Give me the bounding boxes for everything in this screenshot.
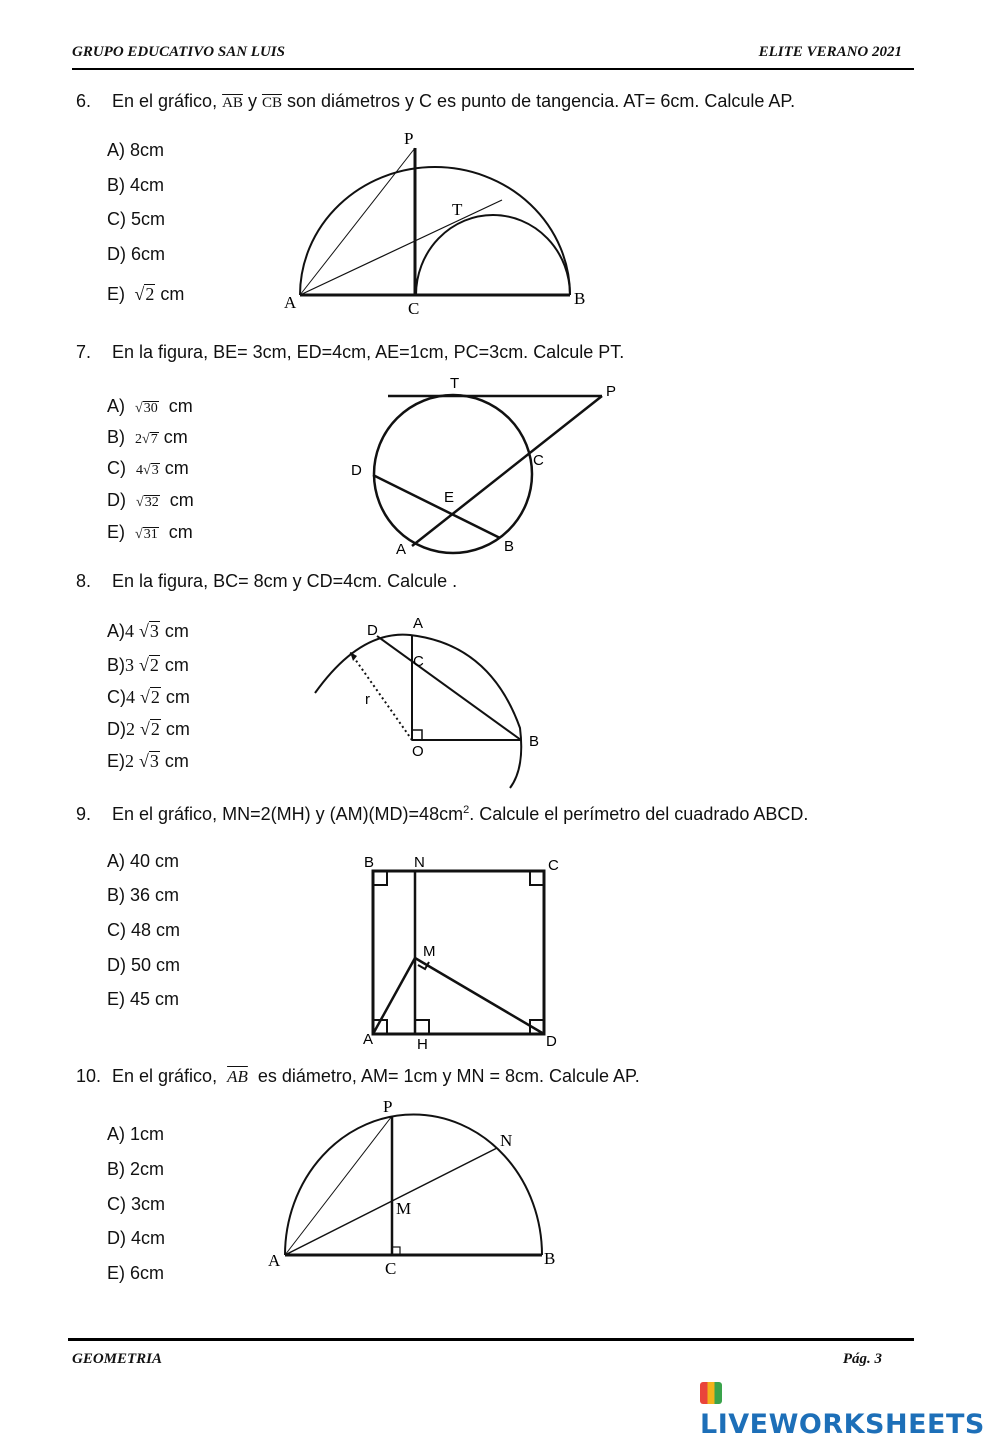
radicand: 3	[151, 463, 159, 478]
label-t: T	[450, 375, 460, 392]
unit: cm	[168, 522, 193, 542]
logo-icon	[700, 1382, 722, 1404]
option-label: E)	[107, 751, 125, 771]
question-text: En el gráfico,	[112, 91, 218, 111]
segment-am	[373, 958, 415, 1034]
right-angle-c	[530, 871, 544, 885]
segment-ap	[300, 148, 415, 295]
option-c[interactable]: C) 3cm	[107, 1194, 165, 1214]
option-e[interactable]: E) 6cm	[107, 1263, 165, 1283]
label-c: C	[548, 857, 559, 874]
unit: cm	[160, 284, 185, 304]
question-text: son diámetros y C es punto de tangencia. AT= 6cm. Calcule AP.	[287, 91, 796, 111]
figure-q8	[300, 608, 560, 793]
coefficient: 2	[135, 432, 143, 447]
segment-label: $\overline{CB}$	[261, 95, 282, 111]
coefficient: 2	[126, 719, 135, 739]
radicand: 2	[145, 284, 155, 304]
question-8	[76, 571, 457, 592]
secant-pa	[412, 396, 602, 546]
question-text: En el gráfico,	[112, 1066, 218, 1086]
page-footer	[68, 1338, 914, 1367]
option-label: E)	[107, 284, 125, 304]
option-a[interactable]: A) 40 cm	[107, 851, 180, 871]
label-c: C	[408, 299, 420, 318]
option-d[interactable]: D) 50 cm	[107, 955, 181, 975]
option-d[interactable]: D) √32 cm	[107, 490, 194, 510]
right-angle-b	[373, 871, 387, 885]
label-d: D	[351, 462, 362, 479]
unit: cm	[163, 427, 188, 447]
radicand: 7	[150, 432, 158, 447]
label-b: B	[529, 733, 540, 750]
label-m: M	[423, 943, 436, 960]
option-e[interactable]: E) 45 cm	[107, 989, 180, 1009]
label-b: B	[504, 538, 515, 555]
unit: cm	[164, 458, 189, 478]
radicand: 3	[149, 621, 159, 641]
option-e[interactable]: E) √31 cm	[107, 522, 193, 542]
label-o: O	[412, 743, 424, 760]
chord-db	[373, 475, 500, 538]
question-6	[76, 91, 795, 112]
option-label: B)	[107, 427, 125, 447]
coefficient: 2	[125, 751, 134, 771]
question-number: 8.	[76, 571, 92, 591]
segment-label: $\overline{AB}$	[222, 95, 243, 111]
option-label: C)	[107, 687, 126, 707]
label-d: D	[546, 1033, 557, 1050]
radicand: 3	[149, 751, 159, 771]
label-p: P	[404, 129, 414, 148]
unit: cm	[164, 621, 189, 641]
label-c: C	[533, 452, 544, 469]
question-number: 10.	[76, 1066, 102, 1086]
radicand: 31	[143, 527, 158, 542]
label-a: A	[413, 615, 424, 632]
question-9	[76, 804, 808, 825]
figure-q6	[270, 120, 610, 320]
page-header	[72, 42, 914, 70]
question-text: En la figura, BE= 3cm, ED=4cm, AE=1cm, PC=3cm. Calcule PT.	[112, 342, 625, 362]
unit: cm	[164, 751, 189, 771]
question-text: En el gráfico, MN=2(MH) y (AM)(MD)=48cm	[112, 804, 464, 824]
course-name: ELITE VERANO 2021	[758, 44, 902, 60]
question-number: 9.	[76, 804, 92, 824]
option-b[interactable]: B) 36 cm	[107, 885, 180, 905]
label-h: H	[417, 1036, 428, 1053]
right-angle-mark	[412, 730, 422, 740]
option-label: D)	[107, 719, 126, 739]
option-a[interactable]: A) 8cm	[107, 140, 165, 160]
label-b: B	[574, 289, 586, 308]
label-a: A	[284, 293, 297, 312]
question-text: es diámetro, AM= 1cm y MN = 8cm. Calcule AP.	[257, 1066, 640, 1086]
question-7	[76, 342, 624, 363]
liveworksheets-logo[interactable]	[700, 1378, 1000, 1440]
radicand: 2	[150, 719, 160, 739]
option-d[interactable]: D) 4cm	[107, 1228, 165, 1248]
label-r: r	[365, 691, 370, 708]
coefficient: 3	[125, 655, 134, 675]
option-a[interactable]: A) 1cm	[107, 1124, 165, 1144]
option-a[interactable]: A)4 √3 cm	[107, 621, 189, 641]
option-c[interactable]: C) 5cm	[107, 209, 165, 229]
radicand: 30	[143, 401, 158, 416]
label-e: E	[444, 489, 455, 506]
option-a[interactable]: A) √30 cm	[107, 396, 193, 416]
option-label: A)	[107, 396, 125, 416]
option-d[interactable]: D)2 √2 cm	[107, 719, 190, 739]
label-a: A	[363, 1031, 374, 1048]
radicand: 2	[149, 655, 159, 675]
logo-text: LIVEWORKSHEETS	[700, 1409, 985, 1440]
question-text: . Calcule el perímetro del cuadrado ABCD.	[469, 804, 809, 824]
figure-q10	[260, 1090, 570, 1285]
coefficient: 4	[125, 621, 134, 641]
coefficient: 4	[126, 687, 135, 707]
unit: cm	[164, 655, 189, 675]
option-b[interactable]: B) 2cm	[107, 1159, 165, 1179]
segment-md	[415, 958, 544, 1034]
unit: cm	[168, 396, 193, 416]
unit: cm	[165, 719, 190, 739]
label-a: A	[268, 1251, 281, 1270]
page-number: Pág. 3	[842, 1351, 882, 1367]
question-number: 6.	[76, 91, 92, 111]
subject-name: GEOMETRIA	[72, 1351, 163, 1367]
question-text: y	[247, 91, 257, 111]
unit: cm	[165, 687, 190, 707]
label-d: D	[367, 622, 378, 639]
label-a: A	[396, 541, 407, 558]
label-p: P	[606, 383, 617, 400]
label-c: C	[385, 1259, 397, 1278]
option-b[interactable]: B) 2√7 cm	[107, 427, 188, 447]
option-c[interactable]: C) 48 cm	[107, 920, 181, 940]
semicircle-cb	[416, 215, 570, 295]
label-b: B	[544, 1249, 556, 1268]
figure-q9	[355, 850, 575, 1055]
option-label: E)	[107, 522, 125, 542]
option-label: A)	[107, 621, 125, 641]
segment-label: $\overline{AB}$	[227, 1067, 248, 1086]
school-name: GRUPO EDUCATIVO SAN LUIS	[72, 44, 285, 60]
option-label: B)	[107, 655, 125, 675]
radicand: 2	[150, 687, 160, 707]
radicand: 32	[144, 495, 159, 510]
label-c: C	[413, 653, 424, 670]
square-abcd	[373, 871, 544, 1034]
question-text: En la figura, BC= 8cm y CD=4cm. Calcule .	[112, 571, 458, 591]
unit: cm	[169, 490, 194, 510]
option-label: C)	[107, 458, 126, 478]
label-b: B	[364, 854, 375, 871]
coefficient: 4	[136, 463, 144, 478]
question-10	[76, 1066, 640, 1087]
option-b[interactable]: B) 4cm	[107, 175, 165, 195]
option-e[interactable]: E)2 √3 cm	[107, 751, 189, 771]
right-angle-h	[415, 1020, 429, 1034]
circle	[374, 395, 532, 553]
radius-r	[350, 652, 412, 740]
option-c[interactable]: C)4 √2 cm	[107, 687, 190, 707]
option-c[interactable]: C) 4√3 cm	[107, 458, 189, 478]
label-n: N	[414, 854, 425, 871]
label-m: M	[396, 1199, 412, 1218]
option-b[interactable]: B)3 √2 cm	[107, 655, 189, 675]
question-number: 7.	[76, 342, 92, 362]
option-d[interactable]: D) 6cm	[107, 244, 165, 264]
figure-q7	[340, 370, 640, 565]
option-label: D)	[107, 490, 126, 510]
label-t: T	[452, 200, 463, 219]
label-p: P	[383, 1097, 393, 1116]
label-n: N	[500, 1131, 513, 1150]
option-e[interactable]: E) √2 cm	[107, 284, 185, 304]
exponent: 2	[463, 804, 470, 816]
